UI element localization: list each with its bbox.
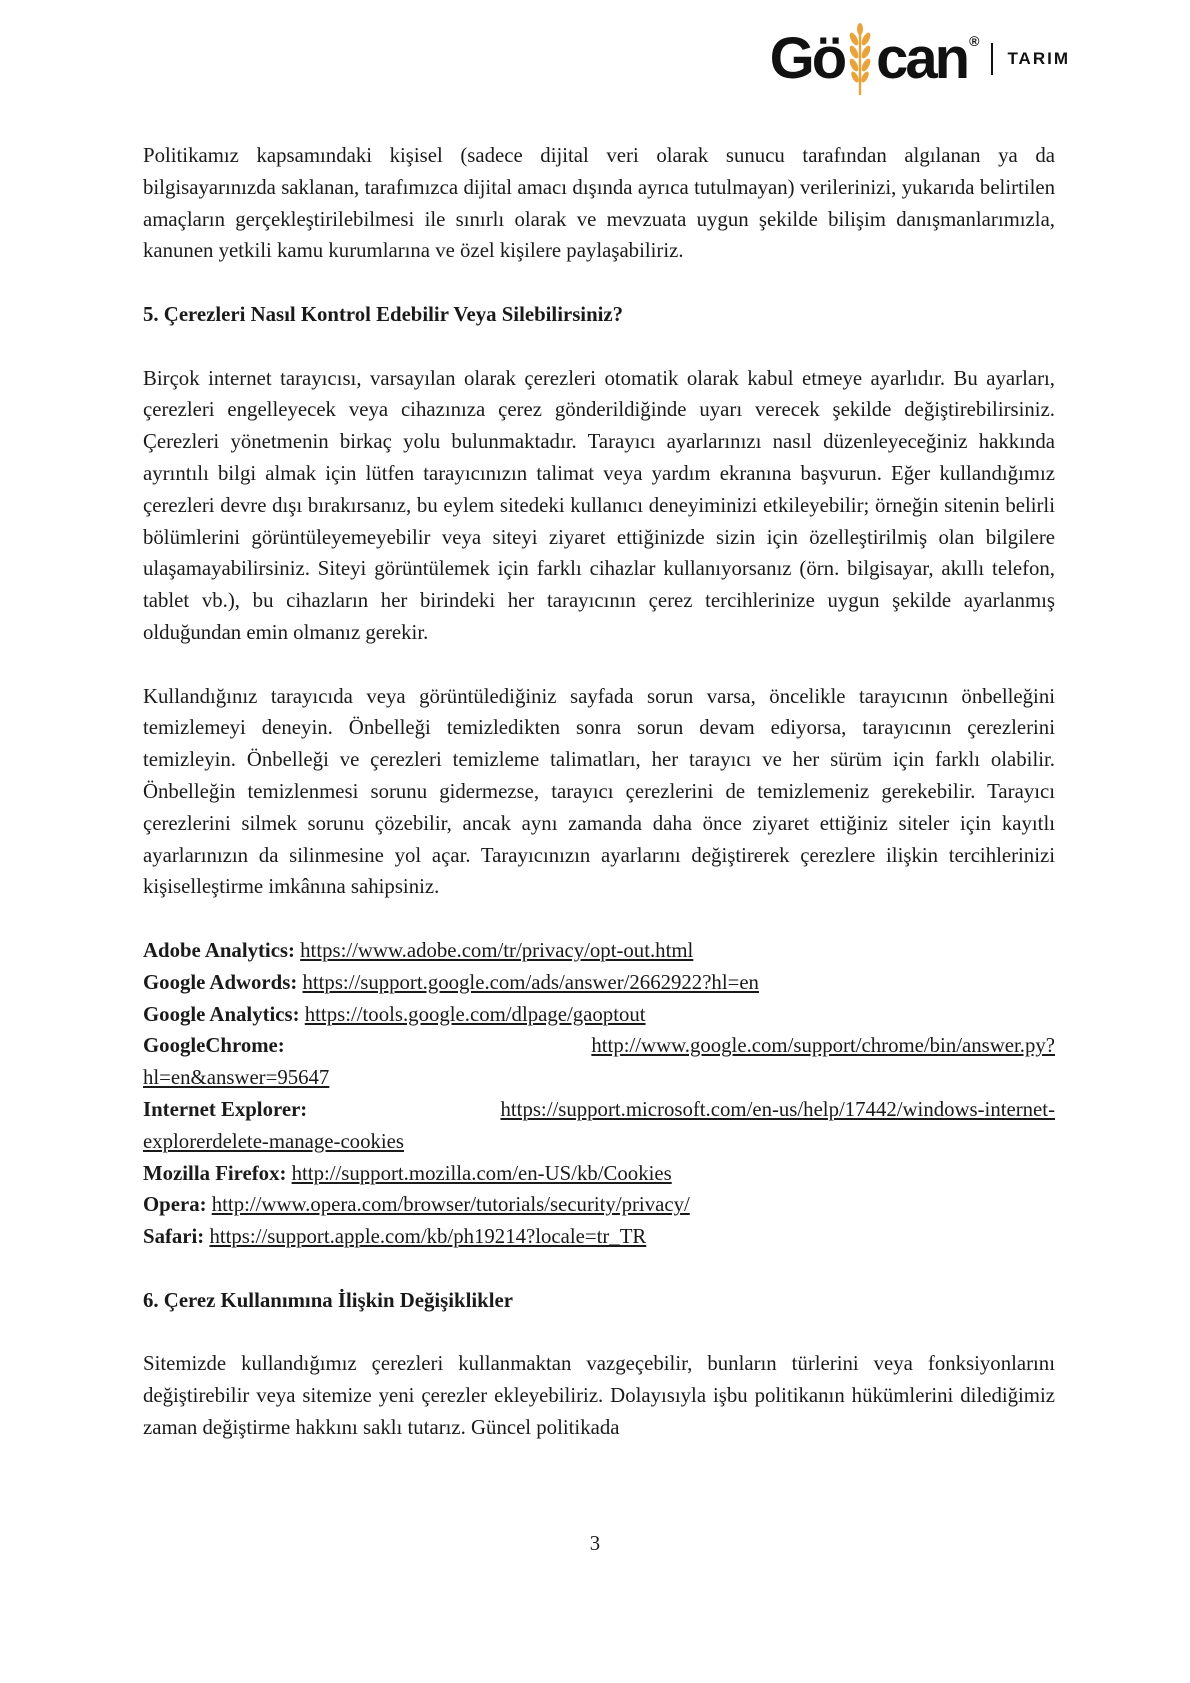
- link-label: Internet Explorer:: [143, 1097, 308, 1121]
- link-row-ie: [143, 1094, 1055, 1158]
- logo-divider: [991, 43, 993, 75]
- link-label: GoogleChrome:: [143, 1034, 285, 1058]
- link-label: Google Adwords:: [143, 970, 298, 994]
- page-number: 3: [589, 1532, 601, 1555]
- paragraph-cache-clearing: Kullandığınız tarayıcıda veya görüntülediğiniz sayfada sorun varsa, öncelikle tarayıcının önbelleğini temizlemeyi deneyin. Önbelleği temizledikten sonra sorun devam ediyorsa, tarayıcının çerezlerini temizleyin. Önbelleği ve çerezleri temizleme talimatları, her tarayıcı ve her sürüm için farklı olabilir. Önbelleğin temizlenmesi sorunu gidermezse, tarayıcı çerezlerini de temizlemeniz gerekebilir. Tarayıcı çerezlerini silmek sorunu çözebilir, ancak aynı zamanda daha önce ziyaret ettiğiniz siteler için kayıtlı ayarlarınızın da silinmesine yol açar. Tarayıcınızın ayarlarını değiştirerek çerezlere ilişkin tercihlerinizi kişiselleştirme imkânına sahipsiniz.: [143, 684, 1055, 899]
- link-label: Adobe Analytics:: [143, 938, 295, 962]
- logo-trademark: ®: [969, 33, 980, 49]
- adobe-analytics-link[interactable]: https://www.adobe.com/tr/privacy/opt-out.html: [300, 938, 694, 962]
- section-heading-6: 6. Çerez Kullanımına İlişkin Değişiklikler: [143, 1288, 513, 1312]
- google-adwords-link[interactable]: https://support.google.com/ads/answer/2662922?hl=en: [302, 970, 759, 994]
- logo-word-end: can: [876, 26, 968, 91]
- google-chrome-link-continued[interactable]: hl=en&answer=95647: [143, 1066, 330, 1090]
- company-logo: [770, 14, 1070, 104]
- browser-links-list: [143, 935, 1055, 1253]
- paragraph-browser-settings: Birçok internet tarayıcısı, varsayılan olarak çerezleri otomatik olarak kabul etmeye ayarlıdır. Bu ayarları, çerezleri engelleyecek veya cihazınıza çerez gönderildiğinde uyarı verecek şekilde değiştirebilirsiniz. Çerezleri yönetmenin birkaç yolu bulunmaktadır. Tarayıcı ayarlarınızı nasıl düzenleyeceğiniz hakkında ayrıntılı bilgi almak için lütfen tarayıcınızın talimat veya yardım ekranına başvurun. Eğer kullandığımız çerezleri devre dışı bırakırsanız, bu eylem sitedeki kullanıcı deneyiminizi etkileyebilir; örneğin sitenin belirli bölümlerini görüntüleyemeyebilir veya siteyi ziyaret ettiğinizde sizin için özelleştirilmiş olan bilgilere ulaşamayabilirsiniz. Siteyi görüntülemek için farklı cihazlar kullanıyorsanız (örn. bilgisayar, akıllı telefon, tablet vb.), bu cihazların her birindeki her tarayıcının çerez tercihlerinize uygun şekilde ayarlanmış olduğundan emin olmanız gerekir.: [143, 366, 1055, 644]
- link-row-adwords: [143, 967, 1055, 999]
- paragraph-data-sharing: Politikamız kapsamındaki kişisel (sadece dijital veri olarak sunucu tarafından algılanan ya da bilgisayarınızda saklanan, tarafımızca dijital amacı dışında ayrıca tutulmayan) verilerinizi, yukarıda belirtilen amaçların gerçekleştirilebilmesi ile sınırlı olarak ve mevzuata uygun şekilde bilişim danışmanlarımızla, kanunen yetkili kamu kurumlarına ve özel kişilere paylaşabiliriz.: [143, 144, 1055, 263]
- document-body: [143, 140, 1055, 1444]
- wheat-icon: [845, 21, 875, 97]
- paragraph-policy-changes: Sitemizde kullandığımız çerezleri kullanmaktan vazgeçebilir, bunların türlerini veya fonksiyonlarını değiştirebilir veya sitemize yeni çerezler ekleyebiliriz. Dolayısıyla işbu politikanın hükümlerini dilediğimiz zaman değiştirme hakkını saklı tutarız. Güncel politikada: [143, 1352, 1055, 1439]
- safari-link[interactable]: https://support.apple.com/kb/ph19214?locale=tr_TR: [209, 1225, 647, 1249]
- logo-subtitle: TARIM: [1007, 49, 1070, 68]
- internet-explorer-link[interactable]: https://support.microsoft.com/en-us/help/17442/windows-internet-: [500, 1097, 1055, 1121]
- link-row-safari: [143, 1221, 1055, 1253]
- link-row-opera: [143, 1189, 1055, 1221]
- link-row-chrome: [143, 1030, 1055, 1094]
- link-row-firefox: [143, 1158, 1055, 1190]
- link-row-adobe: [143, 935, 1055, 967]
- google-analytics-link[interactable]: https://tools.google.com/dlpage/gaoptout: [304, 1002, 646, 1026]
- link-label: Mozilla Firefox:: [143, 1161, 287, 1185]
- mozilla-firefox-link[interactable]: http://support.mozilla.com/en-US/kb/Cookies: [291, 1161, 672, 1185]
- link-label: Safari:: [143, 1225, 205, 1249]
- link-label: Google Analytics:: [143, 1002, 300, 1026]
- link-label: Opera:: [143, 1193, 207, 1217]
- logo-word-start: Gö: [769, 26, 845, 91]
- section-heading-5: 5. Çerezleri Nasıl Kontrol Edebilir Veya Silebilirsiniz?: [143, 302, 624, 326]
- opera-link[interactable]: http://www.opera.com/browser/tutorials/security/privacy/: [211, 1193, 690, 1217]
- internet-explorer-link-continued[interactable]: explorerdelete-manage-cookies: [143, 1129, 404, 1153]
- google-chrome-link[interactable]: http://www.google.com/support/chrome/bin/answer.py?: [591, 1034, 1055, 1058]
- logo-wordmark: [770, 21, 980, 97]
- link-row-analytics: [143, 999, 1055, 1031]
